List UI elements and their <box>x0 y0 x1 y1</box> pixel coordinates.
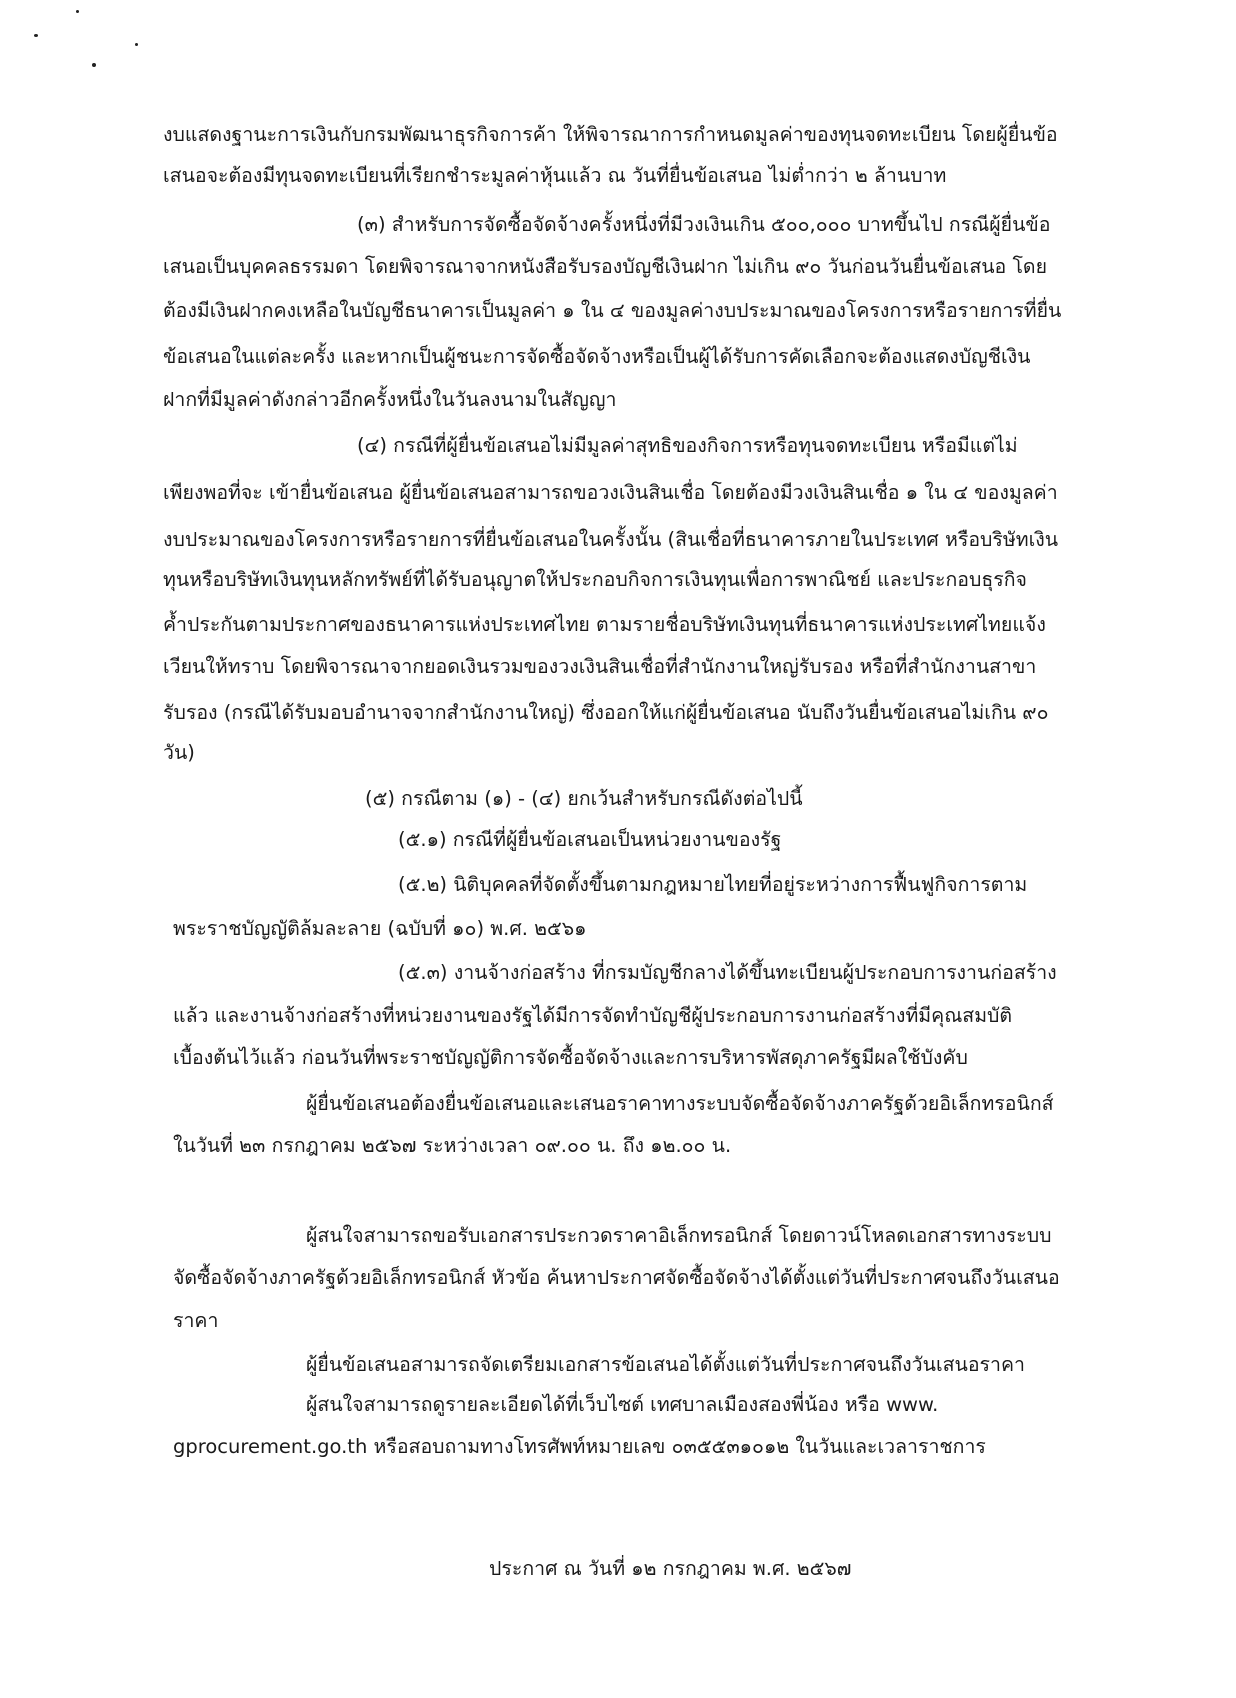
body-line: ในวันที่ ๒๓ กรกฎาคม ๒๕๖๗ ระหว่างเวลา ๐๙.๐๐ น. ถึง ๑๒.๐๐ น. <box>173 1134 732 1157</box>
body-line: ผู้ยื่นข้อเสนอสามารถจัดเตรียมเอกสารข้อเสนอได้ตั้งแต่วันที่ประกาศจนถึงวันเสนอราคา <box>306 1353 1025 1376</box>
body-line: ผู้ยื่นข้อเสนอต้องยื่นข้อเสนอและเสนอราคาทางระบบจัดซื้อจัดจ้างภาครัฐด้วยอิเล็กทรอนิกส์ <box>306 1092 1054 1115</box>
body-line: ต้องมีเงินฝากคงเหลือในบัญชีธนาคารเป็นมูลค่า ๑ ใน ๔ ของมูลค่างบประมาณของโครงการหรือรายการที่ยื่น <box>163 299 1062 322</box>
body-line: ผู้สนใจสามารถขอรับเอกสารประกวดราคาอิเล็กทรอนิกส์ โดยดาวน์โหลดเอกสารทางระบบ <box>306 1224 1052 1247</box>
announcement-date: ประกาศ ณ วันที่ ๑๒ กรกฎาคม พ.ศ. ๒๕๖๗ <box>489 1557 852 1580</box>
scan-speck <box>76 10 79 13</box>
body-line: (๔) กรณีที่ผู้ยื่นข้อเสนอไม่มีมูลค่าสุทธิของกิจการหรือทุนจดทะเบียน หรือมีแต่ไม่ <box>357 434 1018 457</box>
body-line: (๕.๓) งานจ้างก่อสร้าง ที่กรมบัญชีกลางได้ขึ้นทะเบียนผู้ประกอบการงานก่อสร้าง <box>398 961 1057 984</box>
body-line: gprocurement.go.th หรือสอบถามทางโทรศัพท์หมายเลข ๐๓๕๕๓๑๐๑๒ ในวันและเวลาราชการ <box>173 1435 986 1458</box>
body-line: ฝากที่มีมูลค่าดังกล่าวอีกครั้งหนึ่งในวันลงนามในสัญญา <box>163 388 617 411</box>
body-line: เสนอเป็นบุคคลธรรมดา โดยพิจารณาจากหนังสือรับรองบัญชีเงินฝาก ไม่เกิน ๙๐ วันก่อนวันยื่นข้อเสนอ โดย <box>163 255 1048 278</box>
body-line: เบื้องต้นไว้แล้ว ก่อนวันที่พระราชบัญญัติการจัดซื้อจัดจ้างและการบริหารพัสดุภาครัฐมีผลใช้บังคับ <box>173 1046 968 1069</box>
scan-speck <box>34 34 38 37</box>
body-line: รับรอง (กรณีได้รับมอบอำนาจจากสำนักงานใหญ่) ซึ่งออกให้แก่ผู้ยื่นข้อเสนอ นับถึงวันยื่นข้อเสนอไม่เกิน ๙๐ <box>163 701 1049 724</box>
body-line: พระราชบัญญัติล้มละลาย (ฉบับที่ ๑๐) พ.ศ. ๒๕๖๑ <box>173 917 587 940</box>
body-line: งบแสดงฐานะการเงินกับกรมพัฒนาธุรกิจการค้า ให้พิจารณาการกำหนดมูลค่าของทุนจดทะเบียน โดยผู้ยื่นข้อ <box>163 123 1058 146</box>
body-line: เสนอจะต้องมีทุนจดทะเบียนที่เรียกชำระมูลค่าหุ้นแล้ว ณ วันที่ยื่นข้อเสนอ ไม่ต่ำกว่า ๒ ล้านบาท <box>163 164 947 187</box>
body-line: แล้ว และงานจ้างก่อสร้างที่หน่วยงานของรัฐได้มีการจัดทำบัญชีผู้ประกอบการงานก่อสร้างที่มีคุณสมบัติ <box>173 1004 1013 1027</box>
body-line: เพียงพอที่จะ เข้ายื่นข้อเสนอ ผู้ยื่นข้อเสนอสามารถขอวงเงินสินเชื่อ โดยต้องมีวงเงินสินเชื่อ ๑ ใน ๔ ของมูลค่า <box>163 481 1058 504</box>
body-line: วัน) <box>163 741 195 764</box>
scan-speck <box>92 63 96 67</box>
body-line: (๕.๒) นิติบุคคลที่จัดตั้งขึ้นตามกฎหมายไทยที่อยู่ระหว่างการฟื้นฟูกิจการตาม <box>398 873 1028 896</box>
body-line: (๓) สำหรับการจัดซื้อจัดจ้างครั้งหนึ่งที่มีวงเงินเกิน ๕๐๐,๐๐๐ บาทขึ้นไป กรณีผู้ยื่นข้อ <box>357 213 1051 236</box>
body-line: เวียนให้ทราบ โดยพิจารณาจากยอดเงินรวมของวงเงินสินเชื่อที่สำนักงานใหญ่รับรอง หรือที่สำนักงานสาขา <box>163 655 1037 678</box>
body-line: งบประมาณของโครงการหรือรายการที่ยื่นข้อเสนอในครั้งนั้น (สินเชื่อที่ธนาคารภายในประเทศ หรือบริษัทเงิน <box>163 528 1059 551</box>
body-line: จัดซื้อจัดจ้างภาครัฐด้วยอิเล็กทรอนิกส์ หัวข้อ ค้นหาประกาศจัดซื้อจัดจ้างได้ตั้งแต่วันที่ประกาศจนถึงวันเสนอ <box>173 1266 1060 1289</box>
body-line: ผู้สนใจสามารถดูรายละเอียดได้ที่เว็บไซต์ เทศบาลเมืองสองพี่น้อง หรือ www. <box>306 1393 939 1416</box>
body-line: (๕.๑) กรณีที่ผู้ยื่นข้อเสนอเป็นหน่วยงานของรัฐ <box>398 828 782 851</box>
body-line: ค้ำประกันตามประกาศของธนาคารแห่งประเทศไทย ตามรายชื่อบริษัทเงินทุนที่ธนาคารแห่งประเทศไทยแจ้ง <box>163 613 1046 636</box>
body-line: (๕) กรณีตาม (๑) - (๔) ยกเว้นสำหรับกรณีดังต่อไปนี้ <box>365 787 803 810</box>
body-line: ข้อเสนอในแต่ละครั้ง และหากเป็นผู้ชนะการจัดซื้อจัดจ้างหรือเป็นผู้ได้รับการคัดเลือกจะต้องแสดงบัญชีเงิน <box>163 345 1031 368</box>
scan-speck <box>135 43 138 46</box>
body-line: ทุนหรือบริษัทเงินทุนหลักทรัพย์ที่ได้รับอนุญาตให้ประกอบกิจการเงินทุนเพื่อการพาณิชย์ และประกอบธุรกิจ <box>163 568 1027 591</box>
body-line: ราคา <box>173 1309 219 1332</box>
